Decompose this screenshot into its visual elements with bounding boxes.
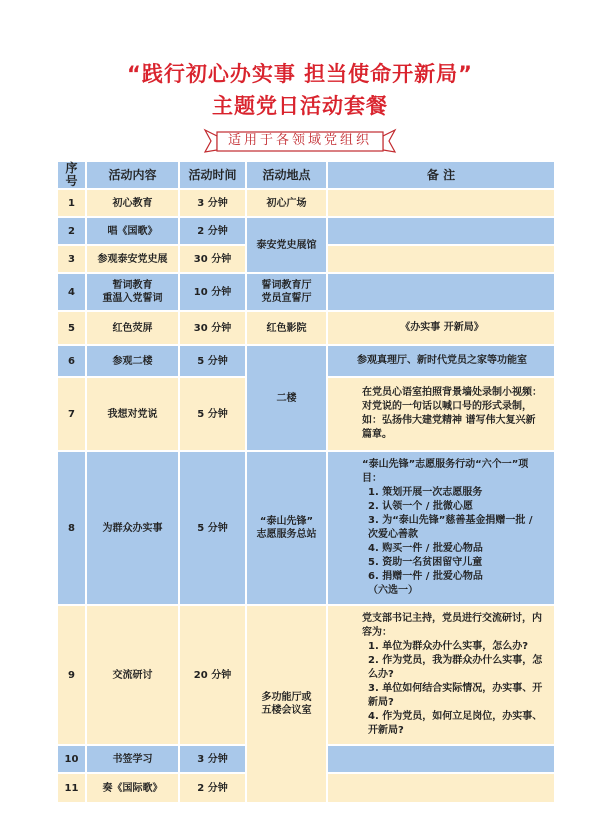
row-content <box>87 274 178 310</box>
row-place <box>247 606 326 802</box>
row-place: 泰安党史展馆 <box>247 218 326 272</box>
row-no: 4 <box>58 274 85 310</box>
header-no: 序号 <box>58 162 85 188</box>
row-content: 为群众办实事 <box>87 452 178 604</box>
row-content: 奏《国际歌》 <box>87 774 178 802</box>
row-content: 初心教育 <box>87 190 178 216</box>
row-time: 3 分钟 <box>180 190 245 216</box>
subtitle: 适用于各领域党组织 <box>227 133 372 148</box>
row-note: 参观真理厅、新时代党员之家等功能室 <box>328 346 554 376</box>
row-content: 唱《国歌》 <box>87 218 178 244</box>
row-note <box>328 190 554 216</box>
row-time: 2 分钟 <box>180 774 245 802</box>
row-no: 1 <box>58 190 85 216</box>
note-line: 1. 单位为群众办什么实事，怎么办? <box>368 641 529 652</box>
header-content: 活动内容 <box>87 162 178 188</box>
note-line: 2. 认领一个 / 批微心愿 <box>368 501 473 512</box>
row-time: 10 分钟 <box>180 274 245 310</box>
row-content: 书签学习 <box>87 746 178 772</box>
row-no: 6 <box>58 346 85 376</box>
note-line: “泰山先锋”志愿服务行动“六个一”项目： <box>362 459 529 484</box>
row-place <box>247 452 326 604</box>
row-place: 二楼 <box>247 346 326 450</box>
header-time: 活动时间 <box>180 162 245 188</box>
row-no: 10 <box>58 746 85 772</box>
row-time: 20 分钟 <box>180 606 245 744</box>
row-note: 《办实事 开新局》 <box>328 312 554 344</box>
row-note <box>328 452 554 604</box>
note-line: 6. 捐赠一件 / 批爱心物品 <box>368 571 483 582</box>
row-place-line: 志愿服务总站 <box>256 529 317 540</box>
row-no: 7 <box>58 378 85 450</box>
note-line: 4. 购买一件 / 批爱心物品 <box>368 543 483 554</box>
note-line: 4. 作为党员，如何立足岗位，办实事、开新局? <box>368 711 543 736</box>
title-line-2: 主题党日活动套餐 <box>212 94 388 118</box>
row-note <box>328 246 554 272</box>
note-line: 1. 策划开展一次志愿服务 <box>368 487 483 498</box>
row-place-line: “泰山先锋” <box>259 516 314 527</box>
row-content: 参观二楼 <box>87 346 178 376</box>
table-row <box>58 452 554 604</box>
row-no: 2 <box>58 218 85 244</box>
row-no: 11 <box>58 774 85 802</box>
note-line: 党支部书记主持，党员进行交流研讨，内容为： <box>362 613 542 638</box>
title-line-1: “践行初心办实事 担当使命开新局” <box>127 62 473 86</box>
row-place-line: 五楼会议室 <box>261 705 312 716</box>
table-header-row <box>58 162 554 188</box>
row-note <box>328 218 554 244</box>
row-no: 3 <box>58 246 85 272</box>
table-row <box>58 346 554 376</box>
note-line: 2. 作为党员，我为群众办什么实事，怎么办? <box>368 655 543 680</box>
row-no: 9 <box>58 606 85 744</box>
table-row <box>58 190 554 216</box>
row-content: 交流研讨 <box>87 606 178 744</box>
note-line: 5. 资助一名贫困留守儿童 <box>368 557 483 568</box>
row-time: 5 分钟 <box>180 346 245 376</box>
note-line: 对党说的一句话以喊口号的形式录制，如：弘扬伟大建党精神 谱写伟大复兴新篇章。 <box>362 401 536 440</box>
row-no: 5 <box>58 312 85 344</box>
title-block <box>0 58 600 122</box>
row-time: 30 分钟 <box>180 312 245 344</box>
row-time: 2 分钟 <box>180 218 245 244</box>
row-note <box>328 274 554 310</box>
header-place: 活动地点 <box>247 162 326 188</box>
row-note <box>328 378 554 450</box>
row-note <box>328 606 554 744</box>
row-place: 红色影院 <box>247 312 326 344</box>
note-line: 3. 为“泰山先锋”慈善基金捐赠一批 / 次爱心善款 <box>368 515 533 540</box>
activity-table <box>56 160 556 804</box>
note-line: 在党员心语室拍照背景墙处录制小视频： <box>362 387 542 398</box>
note-line: （六选一） <box>368 585 418 596</box>
table-row <box>58 312 554 344</box>
row-note <box>328 746 554 772</box>
row-time: 5 分钟 <box>180 378 245 450</box>
row-note <box>328 774 554 802</box>
note-line: 3. 单位如何结合实际情况，办实事、开新局? <box>368 683 543 708</box>
row-content-line: 暂词教育 <box>112 280 153 291</box>
table-row <box>58 218 554 244</box>
row-no: 8 <box>58 452 85 604</box>
row-place-line: 誓词教育厅 <box>261 280 312 291</box>
subtitle-ribbon <box>203 128 397 154</box>
table-row <box>58 274 554 310</box>
row-content: 红色荧屏 <box>87 312 178 344</box>
row-time: 5 分钟 <box>180 452 245 604</box>
row-content-line: 重温入党誓词 <box>102 293 163 304</box>
table-row <box>58 606 554 744</box>
row-place-line: 党员宣誓厅 <box>261 293 312 304</box>
row-content: 我想对党说 <box>87 378 178 450</box>
header-note: 备 注 <box>328 162 554 188</box>
row-content: 参观泰安党史展 <box>87 246 178 272</box>
row-time: 30 分钟 <box>180 246 245 272</box>
activity-table-wrap <box>58 160 542 804</box>
row-time: 3 分钟 <box>180 746 245 772</box>
row-place-line: 多功能厅或 <box>261 692 312 703</box>
row-place: 初心广场 <box>247 190 326 216</box>
row-place <box>247 274 326 310</box>
